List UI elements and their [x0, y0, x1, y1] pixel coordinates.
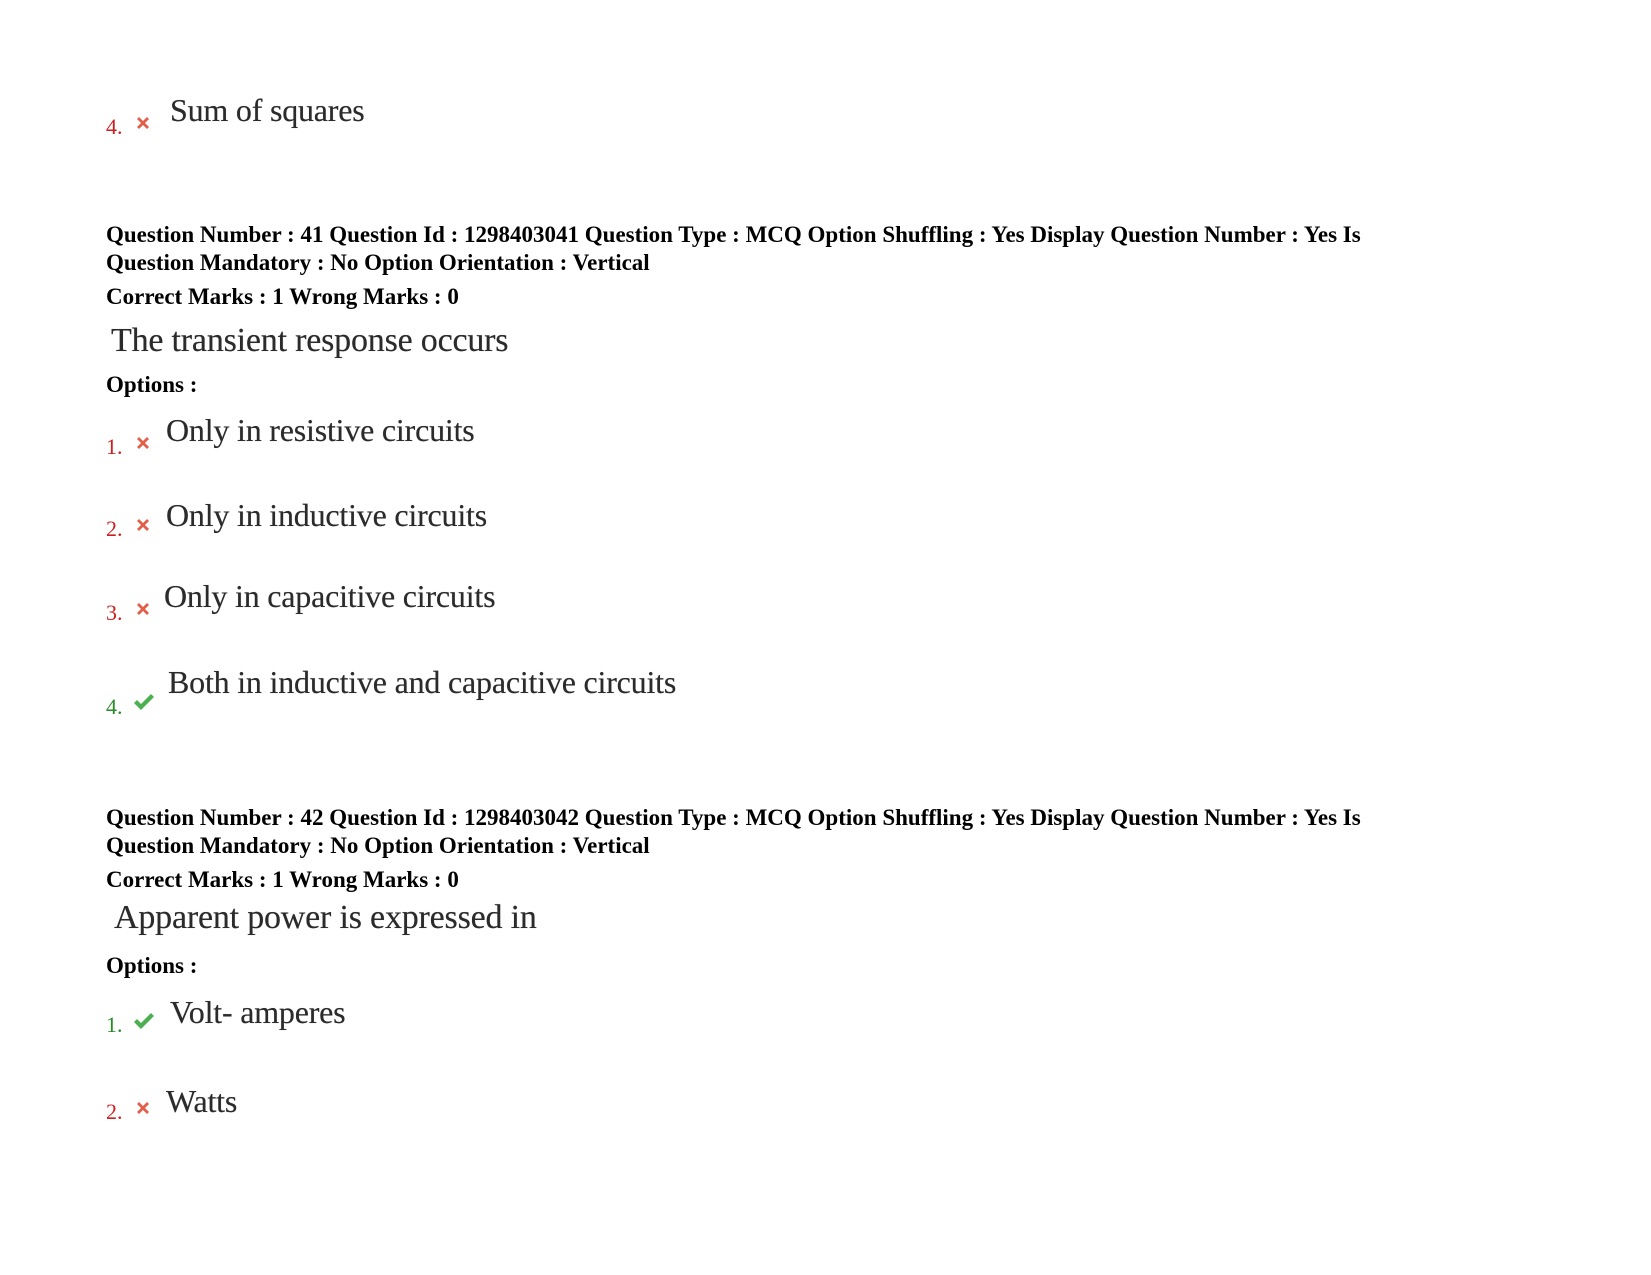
question-meta	[106, 221, 1546, 277]
cross-icon	[134, 1099, 152, 1117]
option-text: Both in inductive and capacitive circuits	[168, 664, 677, 700]
options-label: Options :	[106, 372, 198, 397]
question-meta-line1: Question Number : 41 Question Id : 1298403041 Question Type : MCQ Option Shuffling : Yes Display Question Number : Yes Is	[106, 222, 1361, 247]
option-number: 2.	[106, 516, 123, 541]
option-text: Only in inductive circuits	[166, 497, 487, 533]
question-marks: Correct Marks : 1 Wrong Marks : 0	[106, 867, 459, 892]
option-number: 4.	[106, 694, 123, 719]
option-text: Only in resistive circuits	[166, 412, 475, 448]
question-meta-line1: Question Number : 42 Question Id : 1298403042 Question Type : MCQ Option Shuffling : Yes Display Question Number : Yes Is	[106, 805, 1361, 830]
question-meta	[106, 804, 1546, 860]
option-text: Watts	[166, 1083, 238, 1119]
question-meta-line2: Question Mandatory : No Option Orientation : Vertical	[106, 833, 650, 858]
option-number: 3.	[106, 600, 123, 625]
option-text: Volt- amperes	[170, 994, 346, 1030]
option-number: 1.	[106, 434, 123, 459]
option-text: Only in capacitive circuits	[164, 578, 496, 614]
question-marks: Correct Marks : 1 Wrong Marks : 0	[106, 284, 459, 309]
cross-icon	[134, 600, 152, 618]
option-number: 2.	[106, 1099, 123, 1124]
option-text: Sum of squares	[170, 92, 365, 128]
cross-icon	[134, 516, 152, 534]
option-number: 1.	[106, 1012, 123, 1037]
options-label: Options :	[106, 953, 198, 978]
question-meta-line2: Question Mandatory : No Option Orientation : Vertical	[106, 250, 650, 275]
check-icon	[132, 1011, 156, 1031]
check-icon	[132, 692, 156, 712]
cross-icon	[134, 434, 152, 452]
option-number: 4.	[106, 114, 123, 139]
question-text: The transient response occurs	[111, 322, 509, 359]
cross-icon	[134, 114, 152, 132]
question-text: Apparent power is expressed in	[114, 899, 537, 936]
